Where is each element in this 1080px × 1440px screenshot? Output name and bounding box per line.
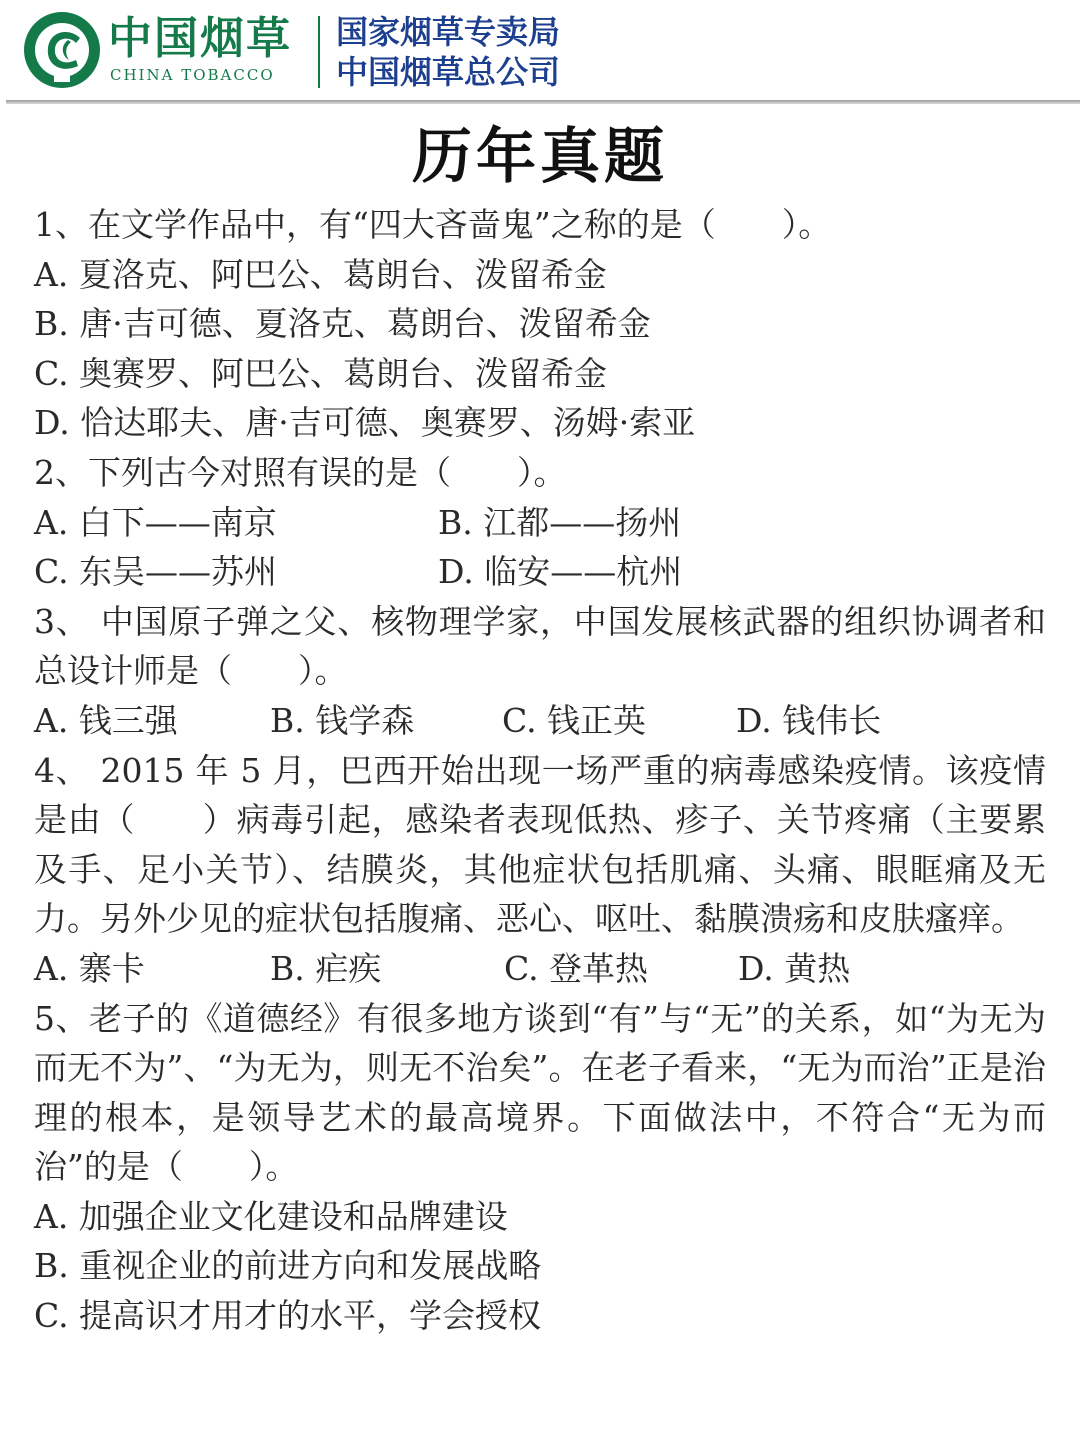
option-b: B. 唐·吉可德、夏洛克、葛朗台、泼留希金 bbox=[34, 304, 651, 344]
question-4 bbox=[34, 746, 1046, 994]
question-3 bbox=[34, 597, 1046, 746]
header bbox=[0, 0, 1080, 104]
header-rule bbox=[6, 100, 1080, 104]
option-d: D. 黄热 bbox=[738, 948, 851, 988]
question-stem: 3、 中国原子弹之父、核物理学家，中国发展核武器的组织协调者和总设计师是（ ）。 bbox=[34, 601, 1046, 691]
organization-name bbox=[336, 12, 560, 92]
option-a: A. 寨卡 bbox=[34, 948, 145, 988]
option-c: C. 钱正英 bbox=[502, 700, 647, 740]
option-b: B. 重视企业的前进方向和发展战略 bbox=[34, 1246, 542, 1286]
option-b: B. 钱学森 bbox=[270, 700, 415, 740]
option-d: D. 钱伟长 bbox=[736, 700, 882, 740]
option-c: C. 东吴——苏州 bbox=[34, 552, 278, 592]
option-c: C. 奥赛罗、阿巴公、葛朗台、泼留希金 bbox=[34, 353, 608, 393]
option-c: C. 提高识才用才的水平，学会授权 bbox=[34, 1296, 542, 1336]
page-title: 历年真题 bbox=[412, 122, 668, 192]
option-b: B. 江都——扬州 bbox=[438, 502, 682, 542]
option-row bbox=[34, 944, 1046, 994]
question-stem: 5、老子的《道德经》有很多地方谈到“有”与“无”的关系，如“为无为而无不为”、“为无为，则无不治矣”。在老子看来，“无为而治”正是治理的根本，是领导艺术的最高境界。下面做法中，不符合“无为而治”的是（ ）。 bbox=[34, 998, 1046, 1187]
option-c: C. 登革热 bbox=[504, 948, 649, 988]
option-b: B. 疟疾 bbox=[270, 948, 382, 988]
option-row bbox=[34, 547, 1046, 597]
question-stem: 4、 2015 年 5 月，巴西开始出现一场严重的病毒感染疫情。该疫情是由（ ）病毒引起，感染者表现低热、疹子、关节疼痛（主要累及手、足小关节）、结膜炎，其他症状包括肌痛、头痛、眼眶痛及无力。另外少见的症状包括腹痛、恶心、呕吐、黏膜溃疡和皮肤瘙痒。 bbox=[34, 750, 1046, 939]
brand-name-en: CHINA TOBACCO bbox=[110, 66, 275, 84]
brand-name-cn: 中国烟草 bbox=[108, 13, 292, 64]
option-a: A. 白下——南京 bbox=[34, 502, 277, 542]
question-stem: 2、下列古今对照有误的是（ ）。 bbox=[34, 452, 567, 492]
org-line-2: 中国烟草总公司 bbox=[336, 53, 561, 91]
org-line-1: 国家烟草专卖局 bbox=[336, 13, 561, 51]
option-a: A. 夏洛克、阿巴公、葛朗台、泼留希金 bbox=[34, 254, 607, 294]
option-d: D. 临安——杭州 bbox=[438, 552, 683, 592]
option-a: A. 钱三强 bbox=[34, 700, 178, 740]
header-divider bbox=[318, 16, 320, 88]
question-stem: 1、在文学作品中，有“四大吝啬鬼”之称的是（ ）。 bbox=[34, 205, 832, 244]
option-row bbox=[34, 696, 1046, 746]
option-row bbox=[34, 498, 1046, 548]
china-tobacco-logo-icon bbox=[22, 10, 102, 90]
option-d: D. 恰达耶夫、唐·吉可德、奥赛罗、汤姆·索亚 bbox=[34, 403, 696, 443]
question-1 bbox=[34, 200, 1046, 448]
question-5 bbox=[34, 994, 1046, 1341]
option-a: A. 加强企业文化建设和品牌建设 bbox=[34, 1196, 508, 1236]
question-list bbox=[34, 200, 1046, 1341]
question-2 bbox=[34, 448, 1046, 597]
